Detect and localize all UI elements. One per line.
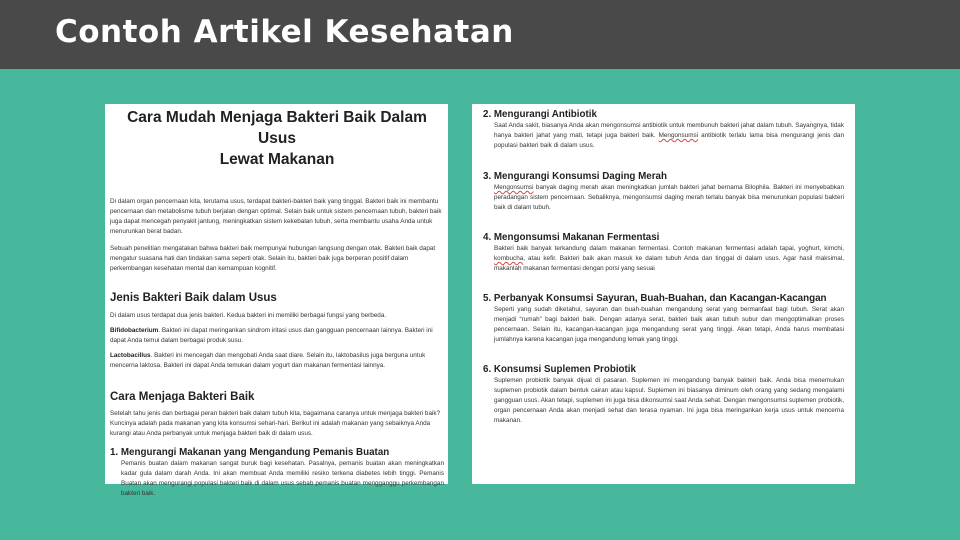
bacteria-item	[110, 326, 444, 346]
subsection-paragraph: Bakteri baik banyak terkandung dalam makanan fermentasi. Contoh makanan fermentasi adalah tapai, yoghurt, kimchi, kombucha, atau kefir. Bakteri baik akan masuk ke dalam tubuh Anda dan tinggal di dalam usus. Agar hasil maksimal, makanlah makanan fermentasi dengan porsi yang sesuai	[494, 245, 844, 272]
subsection-paragraph: Pemanis buatan dalam makanan sangat buruk bagi kesehatan. Pasalnya, pemanis buatan akan meningkatkan kadar gula dalam darah Anda. Ini akan membuat Anda memiliki resiko terkena diabetes lebih tinggi. Pemanis Buatan akan mengurangi populasi bakteri baik di dalam usus sebab pemanis buatan mengganggu perkembangan bakteri baik.	[121, 460, 444, 497]
slide-header	[0, 0, 960, 69]
bacteria-name: Bifidobacterium	[110, 327, 159, 334]
subsection-paragraph: Suplemen probiotik banyak dijual di pasaran. Suplemen ini mengandung banyak bakteri baik. Anda bisa menemukan suplemen probiotik dalam bentuk cairan atau kapsul. Suplemen ini biasanya diminum oleh orang yang sedang mengalami gangguan usus. Akan tetapi, suplemen ini juga bisa dikonsumsi saat Anda sehat. Dengan mengonsumsi suplemen probiotik, organ pencernaan Anda akan menjadi sehat dan terasa nyaman. Ini juga bisa meringankan kerja usus untuk mencerna makanan.	[494, 377, 844, 424]
bacteria-description: . Bakteri ini dapat meringankan sindrom iritasi usus dan gangguan pencernaan lainnya. Bakteri ini dapat Anda temui dalam berbagai produk susu.	[110, 327, 433, 344]
section-paragraph: Di dalam usus terdapat dua jenis bakteri. Kedua bakteri ini memiliki berbagai fungsi yang berbeda.	[110, 312, 387, 319]
spellcheck-word: kombucha	[494, 255, 524, 262]
subsection-heading: 4. Mengonsumsi Makanan Fermentasi	[483, 232, 660, 243]
subsection-heading: 3. Mengurangi Konsumsi Daging Merah	[483, 171, 667, 182]
subsection-heading: 5. Perbanyak Konsumsi Sayuran, Buah-Buahan, dan Kacangan-Kacangan	[483, 293, 827, 304]
bacteria-item	[110, 351, 444, 371]
subsection-heading: 6. Konsumsi Suplemen Probiotik	[483, 364, 636, 375]
section-heading: Jenis Bakteri Baik dalam Usus	[110, 292, 277, 304]
bacteria-description: . Bakteri ini mencegah dan mengobati Anda saat diare. Selain itu, laktobasilus juga berguna untuk mencerna laktosa. Bakteri ini dapat Anda temukan dalam yogurt dan makanan fermentasi lainnya.	[110, 352, 426, 369]
intro-paragraph: Sebuah penelitian mengatakan bahwa bakteri baik mempunyai hubungan langsung dengan otak. Bakteri baik dapat mengatur suasana hati dan tindakan sama seperti otak. Selain itu, bakteri baik juga berperan positif dalam perkembangan kesehatan mental dan kemampuan kognitif.	[110, 245, 436, 272]
subsection-paragraph: Saat Anda sakit, biasanya Anda akan mengonsumsi antibiotik untuk membunuh bakteri jahat dalam tubuh. Sayangnya, tidak hanya bakteri jahat yang mati, tetapi juga bakteri baik. Mengonsumsi antibiotik terlalu lama bisa mengurangi jenis dan populasi bakteri baik di dalam usus.	[494, 122, 844, 149]
bacteria-name: Lactobacillus	[110, 352, 151, 359]
spellcheck-word: Mengonsumsi	[494, 184, 534, 191]
article-title-line-2: Lewat Makanan	[219, 151, 335, 168]
article-title-line-1: Cara Mudah Menjaga Bakteri Baik Dalam Usus	[127, 109, 427, 147]
subsection-paragraph: Seperti yang sudah diketahui, sayuran dan buah-buahan mengandung serat yang bermanfaat bagi tubuh. Serat akan menjadi “rumah” bagi bakteri baik. Dengan adanya serat, bakteri baik akan tubuh subur dan mengoptimalkan proses pencernaan. Selain itu, kacangan-kacangan juga mengandung serat yang tinggi. Akan tetapi, Anda harus membatasi jumlahnya karena kacangan juga mengandung lemak yang tinggi.	[494, 306, 844, 343]
article-title	[110, 107, 444, 170]
section-paragraph: Setelah tahu jenis dan berbagai peran bakteri baik dalam tubuh kita, bagaimana caranya untuk menjaga bakteri baik? Kuncinya adalah pada makanan yang kita konsumsi sehari-hari. Berikut ini adalah makanan yang sebaiknya Anda kurangi atau Anda perbanyak untuk menjaga bakteri baik di dalam usus.	[110, 410, 441, 437]
intro-paragraph: Di dalam organ pencernaan kita, terutama usus, terdapat bakteri-bakteri baik yang tinggal. Bakteri baik ini membantu pencernaan dan metabolisme tubuh berjalan dengan optimal. Selain baik untuk sistem pencernaan tubuh, bakteri baik juga dapat mencegah penyakit jantung, meningkatkan sistem kekebalan tubuh, serta membantu usaha Anda untuk menurunkan berat badan.	[110, 198, 442, 235]
subsection-heading: 2. Mengurangi Antibiotik	[483, 109, 597, 120]
subsection-paragraph: Mengonsumsi banyak daging merah akan meningkatkan jumlah bakteri jahat bernama Bilophila. Bakteri ini menyebabkan peradangan sistem pencernaan. Sebaliknya, mengonsumsi daging merah terlalu banyak bisa menurunkan populasi bakteri baik di dalam tubuh.	[494, 184, 844, 211]
article-page-right	[472, 104, 855, 484]
section-heading: Cara Menjaga Bakteri Baik	[110, 391, 255, 403]
article-page-left	[105, 104, 448, 497]
subsection-heading: 1. Mengurangi Makanan yang Mengandung Pemanis Buatan	[110, 447, 390, 458]
spellcheck-word: Mengonsumsi	[658, 132, 699, 139]
slide-title: Contoh Artikel Kesehatan	[55, 14, 514, 50]
